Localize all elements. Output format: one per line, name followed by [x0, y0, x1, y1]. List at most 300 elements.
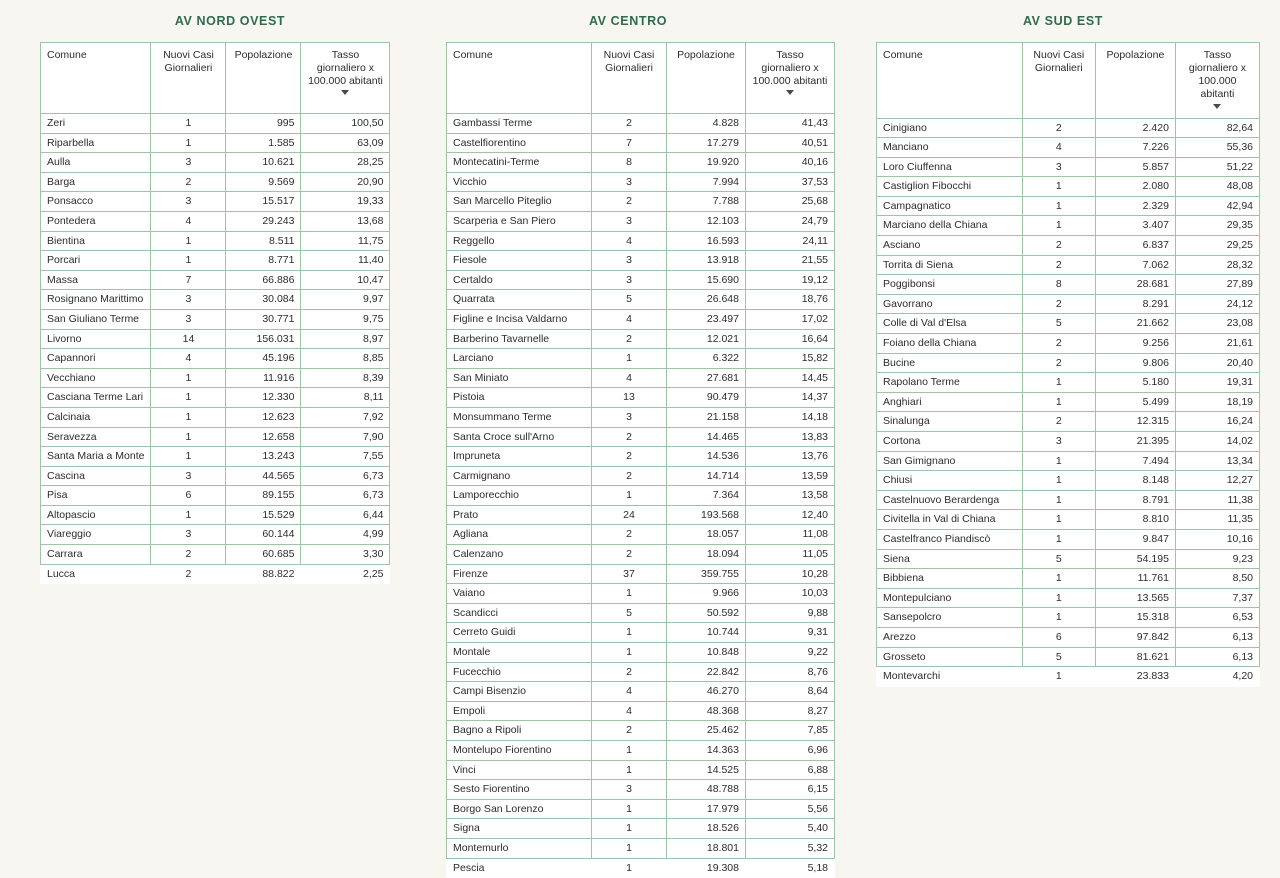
cell-pop: 13.918	[667, 251, 746, 271]
cell-casi: 2	[1022, 255, 1095, 275]
cell-casi: 4	[592, 368, 667, 388]
cell-tasso: 28,25	[301, 153, 390, 173]
cell-pop: 88.822	[226, 564, 301, 584]
sort-descending-icon	[341, 90, 349, 95]
table-row	[877, 412, 1260, 432]
panel-title: AV CENTRO	[588, 14, 668, 28]
cell-comune: Borgo San Lorenzo	[447, 799, 592, 819]
cell-tasso: 11,40	[301, 251, 390, 271]
cell-pop: 19.308	[667, 858, 746, 878]
cell-comune: Bucine	[877, 353, 1023, 373]
cell-comune: Sinalunga	[877, 412, 1023, 432]
panel-av-sud-est	[840, 14, 1260, 687]
cell-pop: 13.565	[1095, 588, 1175, 608]
cell-pop: 10.848	[667, 643, 746, 663]
cell-casi: 13	[592, 388, 667, 408]
cell-casi: 8	[1022, 275, 1095, 295]
cell-casi: 1	[151, 447, 226, 467]
cell-casi: 5	[1022, 314, 1095, 334]
cell-pop: 9.806	[1095, 353, 1175, 373]
cell-comune: Lucca	[41, 564, 151, 584]
table-row	[447, 545, 835, 565]
cell-pop: 17.279	[667, 133, 746, 153]
table-row	[447, 486, 835, 506]
cell-tasso: 11,38	[1175, 490, 1259, 510]
cell-comune: Aulla	[41, 153, 151, 173]
cell-pop: 7.494	[1095, 451, 1175, 471]
table-row	[41, 309, 390, 329]
table-row	[877, 373, 1260, 393]
cell-pop: 22.842	[667, 662, 746, 682]
cell-comune: Bagno a Ripoli	[447, 721, 592, 741]
cell-pop: 5.499	[1095, 392, 1175, 412]
table-row	[447, 329, 835, 349]
cell-tasso: 18,19	[1175, 392, 1259, 412]
cell-tasso: 4,99	[301, 525, 390, 545]
cell-pop: 50.592	[667, 603, 746, 623]
cell-comune: Montale	[447, 643, 592, 663]
cell-comune: Vicchio	[447, 172, 592, 192]
cell-tasso: 29,35	[1175, 216, 1259, 236]
cell-tasso: 6,13	[1175, 647, 1259, 667]
cell-pop: 5.857	[1095, 157, 1175, 177]
cell-tasso: 21,61	[1175, 334, 1259, 354]
table-row	[447, 114, 835, 134]
cell-casi: 2	[1022, 236, 1095, 256]
cell-tasso: 10,28	[746, 564, 835, 584]
cell-comune: Chiusi	[877, 471, 1023, 491]
column-header-comune[interactable]: Comune	[877, 43, 1023, 119]
cell-casi: 1	[1022, 588, 1095, 608]
column-header-comune[interactable]: Comune	[447, 43, 592, 114]
cell-comune: Gambassi Terme	[447, 114, 592, 134]
cell-comune: Campi Bisenzio	[447, 682, 592, 702]
cell-tasso: 8,39	[301, 368, 390, 388]
cell-comune: Porcari	[41, 251, 151, 271]
cell-comune: San Gimignano	[877, 451, 1023, 471]
cell-tasso: 10,03	[746, 584, 835, 604]
table-row	[877, 667, 1260, 687]
cell-casi: 1	[151, 114, 226, 134]
table-row	[447, 741, 835, 761]
column-header-tasso-label: Tasso giornaliero x 100.000 abitanti	[752, 49, 828, 88]
cell-casi: 1	[592, 623, 667, 643]
cell-pop: 9.966	[667, 584, 746, 604]
cell-pop: 89.155	[226, 486, 301, 506]
table-row	[877, 255, 1260, 275]
table-row	[447, 760, 835, 780]
cell-comune: Quarrata	[447, 290, 592, 310]
cell-tasso: 3,30	[301, 545, 390, 565]
cell-comune: Monsummano Terme	[447, 407, 592, 427]
cell-tasso: 14,02	[1175, 432, 1259, 452]
table-row	[447, 603, 835, 623]
table-row	[877, 647, 1260, 667]
cell-pop: 60.144	[226, 525, 301, 545]
cell-tasso: 55,36	[1175, 138, 1259, 158]
cell-casi: 1	[592, 819, 667, 839]
cell-comune: Carrara	[41, 545, 151, 565]
table-row	[877, 569, 1260, 589]
cell-comune: Colle di Val d'Elsa	[877, 314, 1023, 334]
cell-tasso: 6,88	[746, 760, 835, 780]
cell-comune: Civitella in Val di Chiana	[877, 510, 1023, 530]
cell-comune: Castelfiorentino	[447, 133, 592, 153]
cell-tasso: 21,55	[746, 251, 835, 271]
cell-pop: 193.568	[667, 505, 746, 525]
cell-casi: 3	[151, 309, 226, 329]
cell-comune: Pisa	[41, 486, 151, 506]
cell-casi: 1	[1022, 667, 1095, 687]
cell-tasso: 8,50	[1175, 569, 1259, 589]
cell-tasso: 7,92	[301, 407, 390, 427]
column-header-tasso[interactable]	[301, 43, 390, 114]
header-row	[447, 43, 835, 114]
cell-tasso: 19,12	[746, 270, 835, 290]
cell-tasso: 6,96	[746, 741, 835, 761]
cell-pop: 29.243	[226, 211, 301, 231]
cell-comune: Santa Croce sull'Arno	[447, 427, 592, 447]
cell-tasso: 11,05	[746, 545, 835, 565]
table-row	[877, 196, 1260, 216]
table-row	[41, 447, 390, 467]
cell-comune: Livorno	[41, 329, 151, 349]
sort-descending-icon	[786, 90, 794, 95]
cell-pop: 8.810	[1095, 510, 1175, 530]
table-row	[447, 662, 835, 682]
cell-casi: 2	[1022, 353, 1095, 373]
cell-pop: 12.103	[667, 211, 746, 231]
cell-comune: Lamporecchio	[447, 486, 592, 506]
cell-comune: Altopascio	[41, 505, 151, 525]
table-row	[41, 211, 390, 231]
cell-pop: 45.196	[226, 349, 301, 369]
cell-pop: 15.529	[226, 505, 301, 525]
cell-comune: Sesto Fiorentino	[447, 780, 592, 800]
column-header-nuovi-casi[interactable]: Nuovi Casi Giornalieri	[151, 43, 226, 114]
cell-comune: Riparbella	[41, 133, 151, 153]
cell-pop: 19.920	[667, 153, 746, 173]
cell-casi: 1	[1022, 373, 1095, 393]
cell-pop: 9.256	[1095, 334, 1175, 354]
cell-tasso: 8,64	[746, 682, 835, 702]
cell-casi: 1	[1022, 451, 1095, 471]
cell-comune: Foiano della Chiana	[877, 334, 1023, 354]
cell-pop: 15.690	[667, 270, 746, 290]
cell-casi: 1	[592, 584, 667, 604]
cell-tasso: 28,32	[1175, 255, 1259, 275]
cell-comune: Barberino Tavarnelle	[447, 329, 592, 349]
cell-casi: 2	[592, 466, 667, 486]
cell-pop: 28.681	[1095, 275, 1175, 295]
cell-tasso: 9,88	[746, 603, 835, 623]
cell-casi: 1	[151, 407, 226, 427]
cell-casi: 3	[151, 192, 226, 212]
cell-tasso: 8,76	[746, 662, 835, 682]
cell-casi: 1	[1022, 471, 1095, 491]
cell-tasso: 14,18	[746, 407, 835, 427]
cell-casi: 3	[1022, 157, 1095, 177]
table-row	[447, 192, 835, 212]
cell-casi: 2	[592, 721, 667, 741]
panel-title: AV SUD EST	[1022, 14, 1104, 28]
cell-pop: 18.526	[667, 819, 746, 839]
cell-comune: Marciano della Chiana	[877, 216, 1023, 236]
cell-pop: 21.662	[1095, 314, 1175, 334]
table-row	[447, 584, 835, 604]
column-header-tasso[interactable]	[1175, 43, 1259, 119]
cell-comune: Cortona	[877, 432, 1023, 452]
cell-pop: 2.329	[1095, 196, 1175, 216]
table-row	[447, 407, 835, 427]
cell-pop: 30.084	[226, 290, 301, 310]
cell-pop: 27.681	[667, 368, 746, 388]
cell-tasso: 7,55	[301, 447, 390, 467]
cell-casi: 5	[1022, 549, 1095, 569]
cell-comune: Rosignano Marittimo	[41, 290, 151, 310]
cell-casi: 1	[1022, 216, 1095, 236]
cell-pop: 8.511	[226, 231, 301, 251]
cell-tasso: 6,73	[301, 466, 390, 486]
cell-comune: Zeri	[41, 114, 151, 134]
cell-casi: 2	[592, 192, 667, 212]
cell-tasso: 16,24	[1175, 412, 1259, 432]
table-row	[447, 133, 835, 153]
table-row	[877, 549, 1260, 569]
cell-pop: 66.886	[226, 270, 301, 290]
cell-pop: 14.363	[667, 741, 746, 761]
table-row	[877, 432, 1260, 452]
cell-pop: 7.226	[1095, 138, 1175, 158]
table-row	[877, 451, 1260, 471]
cell-casi: 2	[1022, 294, 1095, 314]
cell-comune: Torrita di Siena	[877, 255, 1023, 275]
cell-casi: 1	[1022, 529, 1095, 549]
table-row	[447, 466, 835, 486]
cell-pop: 81.621	[1095, 647, 1175, 667]
cell-pop: 12.658	[226, 427, 301, 447]
cell-tasso: 51,22	[1175, 157, 1259, 177]
cell-tasso: 2,25	[301, 564, 390, 584]
cell-tasso: 63,09	[301, 133, 390, 153]
table-row	[41, 486, 390, 506]
cell-comune: Scarperia e San Piero	[447, 211, 592, 231]
cell-pop: 21.395	[1095, 432, 1175, 452]
cell-comune: Impruneta	[447, 447, 592, 467]
table-row	[447, 780, 835, 800]
cell-tasso: 23,08	[1175, 314, 1259, 334]
cell-casi: 2	[1022, 412, 1095, 432]
column-header-comune[interactable]: Comune	[41, 43, 151, 114]
cell-pop: 8.791	[1095, 490, 1175, 510]
table-row	[447, 682, 835, 702]
cell-comune: Prato	[447, 505, 592, 525]
table-row	[41, 270, 390, 290]
column-header-popolazione[interactable]: Popolazione	[667, 43, 746, 114]
cell-casi: 1	[1022, 392, 1095, 412]
cell-comune: Poggibonsi	[877, 275, 1023, 295]
cell-tasso: 4,20	[1175, 667, 1259, 687]
header-row	[41, 43, 390, 114]
cell-tasso: 11,08	[746, 525, 835, 545]
column-header-popolazione[interactable]: Popolazione	[226, 43, 301, 114]
cell-comune: Vinci	[447, 760, 592, 780]
cell-comune: Signa	[447, 819, 592, 839]
cell-pop: 7.062	[1095, 255, 1175, 275]
cell-comune: Barga	[41, 172, 151, 192]
cell-tasso: 9,23	[1175, 549, 1259, 569]
column-header-tasso-label: Tasso giornaliero x 100.000 abitanti	[1188, 49, 1247, 101]
cell-pop: 48.788	[667, 780, 746, 800]
cell-comune: Pontedera	[41, 211, 151, 231]
column-header-nuovi-casi[interactable]: Nuovi Casi Giornalieri	[592, 43, 667, 114]
table-row	[41, 427, 390, 447]
cell-comune: Montecatini-Terme	[447, 153, 592, 173]
cell-tasso: 13,59	[746, 466, 835, 486]
cell-casi: 4	[151, 211, 226, 231]
cell-tasso: 48,08	[1175, 177, 1259, 197]
cell-tasso: 19,31	[1175, 373, 1259, 393]
cell-casi: 1	[1022, 490, 1095, 510]
table-body-nord-ovest	[41, 114, 390, 584]
cell-casi: 24	[592, 505, 667, 525]
table-row	[877, 471, 1260, 491]
cell-tasso: 14,37	[746, 388, 835, 408]
cell-pop: 60.685	[226, 545, 301, 565]
cell-comune: Figline e Incisa Valdarno	[447, 309, 592, 329]
cell-pop: 12.330	[226, 388, 301, 408]
cell-tasso: 24,12	[1175, 294, 1259, 314]
table-row	[447, 309, 835, 329]
table-row	[41, 290, 390, 310]
cell-casi: 1	[151, 427, 226, 447]
cell-pop: 12.623	[226, 407, 301, 427]
cell-tasso: 5,56	[746, 799, 835, 819]
cell-casi: 2	[151, 564, 226, 584]
table-row	[447, 623, 835, 643]
table-row	[877, 627, 1260, 647]
cell-casi: 1	[592, 486, 667, 506]
cell-comune: Asciano	[877, 236, 1023, 256]
cell-pop: 23.497	[667, 309, 746, 329]
cell-casi: 2	[1022, 118, 1095, 138]
cell-comune: Santa Maria a Monte	[41, 447, 151, 467]
cell-casi: 1	[1022, 177, 1095, 197]
column-header-tasso[interactable]	[746, 43, 835, 114]
table-row	[41, 349, 390, 369]
cell-casi: 3	[592, 270, 667, 290]
cell-comune: Massa	[41, 270, 151, 290]
cell-casi: 7	[592, 133, 667, 153]
cell-casi: 5	[1022, 647, 1095, 667]
table-body-sud-est	[877, 118, 1260, 686]
cell-tasso: 6,73	[301, 486, 390, 506]
cell-comune: Cinigiano	[877, 118, 1023, 138]
cell-comune: Casciana Terme Lari	[41, 388, 151, 408]
column-header-nuovi-casi[interactable]: Nuovi Casi Giornalieri	[1022, 43, 1095, 119]
cell-pop: 8.771	[226, 251, 301, 271]
table-row	[447, 564, 835, 584]
cell-pop: 10.621	[226, 153, 301, 173]
table-row	[877, 490, 1260, 510]
column-header-popolazione[interactable]: Popolazione	[1095, 43, 1175, 119]
cell-tasso: 40,51	[746, 133, 835, 153]
cell-casi: 3	[151, 290, 226, 310]
cell-tasso: 8,97	[301, 329, 390, 349]
cell-pop: 14.536	[667, 447, 746, 467]
column-header-tasso-label: Tasso giornaliero x 100.000 abitanti	[308, 49, 383, 88]
cell-tasso: 37,53	[746, 172, 835, 192]
table-row	[877, 510, 1260, 530]
table-row	[41, 388, 390, 408]
cell-tasso: 13,68	[301, 211, 390, 231]
cell-casi: 14	[151, 329, 226, 349]
table-header	[447, 43, 835, 114]
table-row	[447, 368, 835, 388]
cell-casi: 3	[592, 211, 667, 231]
cell-pop: 23.833	[1095, 667, 1175, 687]
table-row	[447, 251, 835, 271]
cell-comune: Scandicci	[447, 603, 592, 623]
cell-pop: 7.364	[667, 486, 746, 506]
cell-pop: 8.148	[1095, 471, 1175, 491]
cell-comune: Larciano	[447, 349, 592, 369]
cell-tasso: 27,89	[1175, 275, 1259, 295]
cell-tasso: 11,75	[301, 231, 390, 251]
cell-casi: 4	[151, 349, 226, 369]
cell-comune: Castelnuovo Berardenga	[877, 490, 1023, 510]
cell-pop: 14.465	[667, 427, 746, 447]
cell-pop: 2.420	[1095, 118, 1175, 138]
cell-pop: 17.979	[667, 799, 746, 819]
table-row	[877, 392, 1260, 412]
cell-comune: Grosseto	[877, 647, 1023, 667]
cell-casi: 2	[592, 114, 667, 134]
cell-pop: 1.585	[226, 133, 301, 153]
table-row	[447, 799, 835, 819]
cell-pop: 44.565	[226, 466, 301, 486]
cell-comune: Montevarchi	[877, 667, 1023, 687]
cell-comune: Montemurlo	[447, 838, 592, 858]
cell-tasso: 14,45	[746, 368, 835, 388]
table-row	[41, 505, 390, 525]
cell-comune: Viareggio	[41, 525, 151, 545]
cell-comune: San Giuliano Terme	[41, 309, 151, 329]
cell-casi: 3	[151, 525, 226, 545]
cell-casi: 1	[151, 251, 226, 271]
table-row	[877, 177, 1260, 197]
cell-casi: 1	[592, 799, 667, 819]
cell-pop: 6.322	[667, 349, 746, 369]
table-row	[41, 251, 390, 271]
table-row	[877, 314, 1260, 334]
table-row	[41, 407, 390, 427]
table-row	[877, 588, 1260, 608]
cell-comune: Campagnatico	[877, 196, 1023, 216]
cell-comune: Rapolano Terme	[877, 373, 1023, 393]
table-av-nord-ovest	[40, 42, 390, 584]
cell-casi: 3	[592, 251, 667, 271]
cell-pop: 7.994	[667, 172, 746, 192]
cell-casi: 5	[592, 290, 667, 310]
table-row	[877, 608, 1260, 628]
table-row	[41, 133, 390, 153]
table-body-centro	[447, 114, 835, 878]
cell-tasso: 12,40	[746, 505, 835, 525]
cell-comune: Fiesole	[447, 251, 592, 271]
table-row	[41, 525, 390, 545]
table-row	[877, 216, 1260, 236]
